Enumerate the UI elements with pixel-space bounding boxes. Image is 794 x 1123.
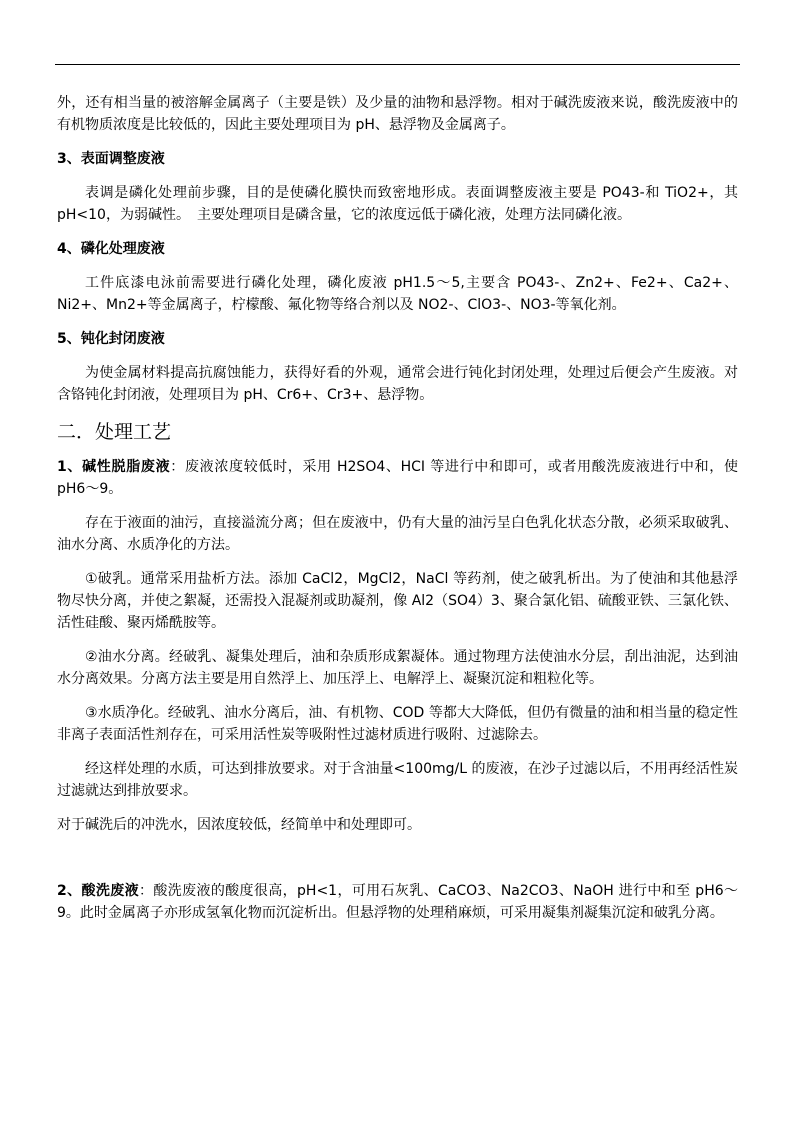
rinse-paragraph: 对于碱洗后的冲洗水，因浓度较低，经简单中和处理即可。	[57, 817, 421, 833]
surface-adjust-heading: 3、表面调整废液	[57, 151, 165, 167]
surface-adjust-paragraph: 表调是磷化处理前步骤，目的是使磷化膜快而致密地形成。表面调整废液主要是 PO43-和 TiO2+，其 pH<10，为弱碱性。 主要处理项目是磷含量，它的浓度远低于磷化液，处理方法同磷化液。	[57, 185, 738, 223]
passivation-paragraph: 为使金属材料提高抗腐蚀能力，获得好看的外观，通常会进行钝化封闭处理，处理过后便会产生废液。对含铬钝化封闭液，处理项目为 pH、Cr6+、Cr3+、悬浮物。	[57, 365, 738, 403]
oil-paragraph: 存在于液面的油污，直接溢流分离；但在废液中，仍有大量的油污呈白色乳化状态分散，必须采取破乳、油水分离、水质净化的方法。	[57, 515, 738, 553]
alkaline-text: ：废液浓度较低时，采用 H2SO4、HCI 等进行中和即可，或者用酸洗废液进行中和，使 pH6～9。	[57, 459, 738, 497]
water-purification-paragraph: ③水质净化。经破乳、油水分离后，油、有机物、COD 等都大大降低，但仍有微量的油和相当量的稳定性非离子表面活性剂存在，可采用活性炭等吸附性过滤材质进行吸附、过滤除去。	[57, 705, 738, 743]
acid-paragraph	[57, 880, 738, 924]
alkaline-lead: 1、碱性脱脂废液	[57, 459, 171, 475]
oil-water-separation-paragraph: ②油水分离。经破乳、凝集处理后，油和杂质形成絮凝体。通过物理方法使油水分层，刮出油泥，达到油水分离效果。分离方法主要是用自然浮上、加压浮上、电解浮上、凝聚沉淀和粗粒化等。	[57, 649, 738, 687]
document-body	[57, 92, 738, 936]
phosphating-heading: 4、磷化处理废液	[57, 241, 165, 257]
blank-spacer	[57, 848, 738, 880]
passivation-heading: 5、钝化封闭废液	[57, 331, 165, 347]
acid-text: ：酸洗废液的酸度很高，pH<1，可用石灰乳、CaCO3、Na2CO3、NaOH 进行中和至 pH6～9。此时金属离子亦形成氢氧化物而沉淀析出。但悬浮物的处理稍麻烦，可采用凝集剂凝集沉淀和破乳分离。	[57, 883, 738, 921]
alkaline-paragraph	[57, 456, 738, 500]
phosphating-paragraph: 工件底漆电泳前需要进行磷化处理，磷化废液 pH1.5～5,主要含 PO43-、Zn2+、Fe2+、Ca2+、Ni2+、Mn2+等金属离子，柠檬酸、氟化物等络合剂以及 NO2-、ClO3-、NO3-等氧化剂。	[57, 275, 738, 313]
header-rule	[55, 64, 740, 65]
acid-lead: 2、酸洗废液	[57, 883, 139, 899]
result-paragraph: 经这样处理的水质，可达到排放要求。对于含油量<100mg/L 的废液，在沙子过滤以后，不用再经活性炭过滤就达到排放要求。	[57, 761, 738, 799]
process-section-heading: 二．处理工艺	[57, 421, 172, 443]
continuation-paragraph: 外，还有相当量的被溶解金属离子（主要是铁）及少量的油物和悬浮物。相对于碱洗废液来说，酸洗废液中的有机物质浓度是比较低的，因此主要处理项目为 pH、悬浮物及金属离子。	[57, 95, 738, 133]
demulsify-paragraph: ①破乳。通常采用盐析方法。添加 CaCl2，MgCl2，NaCl 等药剂，使之破乳析出。为了使油和其他悬浮物尽快分离，并使之絮凝，还需投入混凝剂或助凝剂，像 Al2（SO4）3、聚合氯化铝、硫酸亚铁、三氯化铁、活性硅酸、聚丙烯酰胺等。	[57, 571, 738, 631]
